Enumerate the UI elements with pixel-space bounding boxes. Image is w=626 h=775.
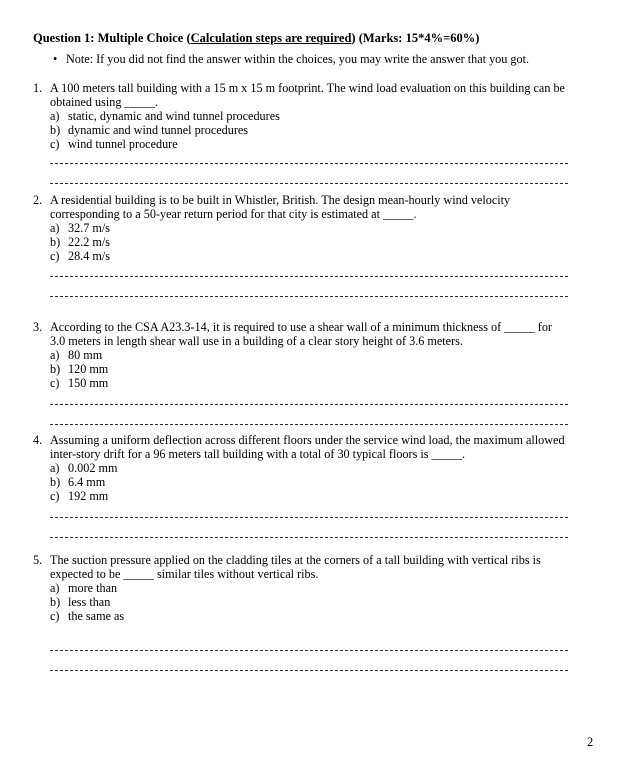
question-number: 2. [33, 193, 43, 207]
answer-line [50, 296, 568, 297]
question-number: 5. [33, 553, 43, 567]
options-list [50, 109, 573, 151]
option-c: c) 192 mm [50, 489, 109, 503]
answer-line [50, 650, 568, 651]
options-list [50, 461, 573, 503]
option-b: b) dynamic and wind tunnel procedures [50, 123, 249, 137]
answer-line [50, 517, 568, 518]
answer-line [50, 163, 568, 164]
question-number: 4. [33, 433, 43, 447]
option-b: b) 6.4 mm [50, 475, 106, 489]
option-a: a) more than [50, 581, 118, 595]
options-list [50, 348, 573, 390]
option-b: b) less than [50, 595, 111, 609]
question-stem: A 100 meters tall building with a 15 m x 15 m footprint. The wind load evaluation on this building can be obtained using _____. [50, 81, 565, 109]
option-a: a) 0.002 mm [50, 461, 118, 475]
option-c: c) wind tunnel procedure [50, 137, 178, 151]
question-2 [33, 193, 573, 263]
heading-suffix: ) (Marks: 15*4%=60%) [351, 31, 480, 45]
bullet-icon: • [53, 52, 58, 66]
option-a: a) 32.7 m/s [50, 221, 110, 235]
answer-line [50, 670, 568, 671]
heading-prefix: Question 1: Multiple Choice ( [33, 31, 191, 45]
question-stem: According to the CSA A23.3-14, it is required to use a shear wall of a minimum thickness of _____ for 3.0 meters in length shear wall use in a building of a clear story height of 3.6 meters. [50, 320, 552, 348]
answer-line [50, 424, 568, 425]
option-b: b) 120 mm [50, 362, 109, 376]
options-list [50, 221, 573, 263]
answer-line [50, 537, 568, 538]
option-c: c) the same as [50, 609, 125, 623]
question-1 [33, 81, 573, 151]
option-a: a) 80 mm [50, 348, 103, 362]
answer-line [50, 404, 568, 405]
answer-line [50, 183, 568, 184]
heading-underlined: Calculation steps are required [190, 31, 352, 45]
question-heading [33, 31, 479, 45]
option-c: c) 150 mm [50, 376, 109, 390]
question-number: 3. [33, 320, 43, 334]
options-list [50, 581, 573, 623]
option-b: b) 22.2 m/s [50, 235, 110, 249]
page-number: 2 [587, 735, 594, 749]
question-stem: Assuming a uniform deflection across different floors under the service wind load, the maximum allowed inter-story drift for a 96 meters tall building with a total of 30 typical floors is _____. [50, 433, 565, 461]
question-number: 1. [33, 81, 43, 95]
question-3 [33, 320, 573, 390]
option-c: c) 28.4 m/s [50, 249, 110, 263]
question-stem: The suction pressure applied on the cladding tiles at the corners of a tall building with vertical ribs is expected to be _____ similar tiles without vertical ribs. [50, 553, 541, 581]
answer-line [50, 276, 568, 277]
option-a: a) static, dynamic and wind tunnel procedures [50, 109, 280, 123]
question-5 [33, 553, 573, 623]
question-stem: A residential building is to be built in Whistler, British. The design mean-hourly wind velocity corresponding to a 50-year return period for that city is estimated at _____. [50, 193, 511, 221]
note-item [53, 52, 530, 66]
question-4 [33, 433, 573, 503]
note-text: Note: If you did not find the answer within the choices, you may write the answer that you got. [66, 52, 530, 66]
